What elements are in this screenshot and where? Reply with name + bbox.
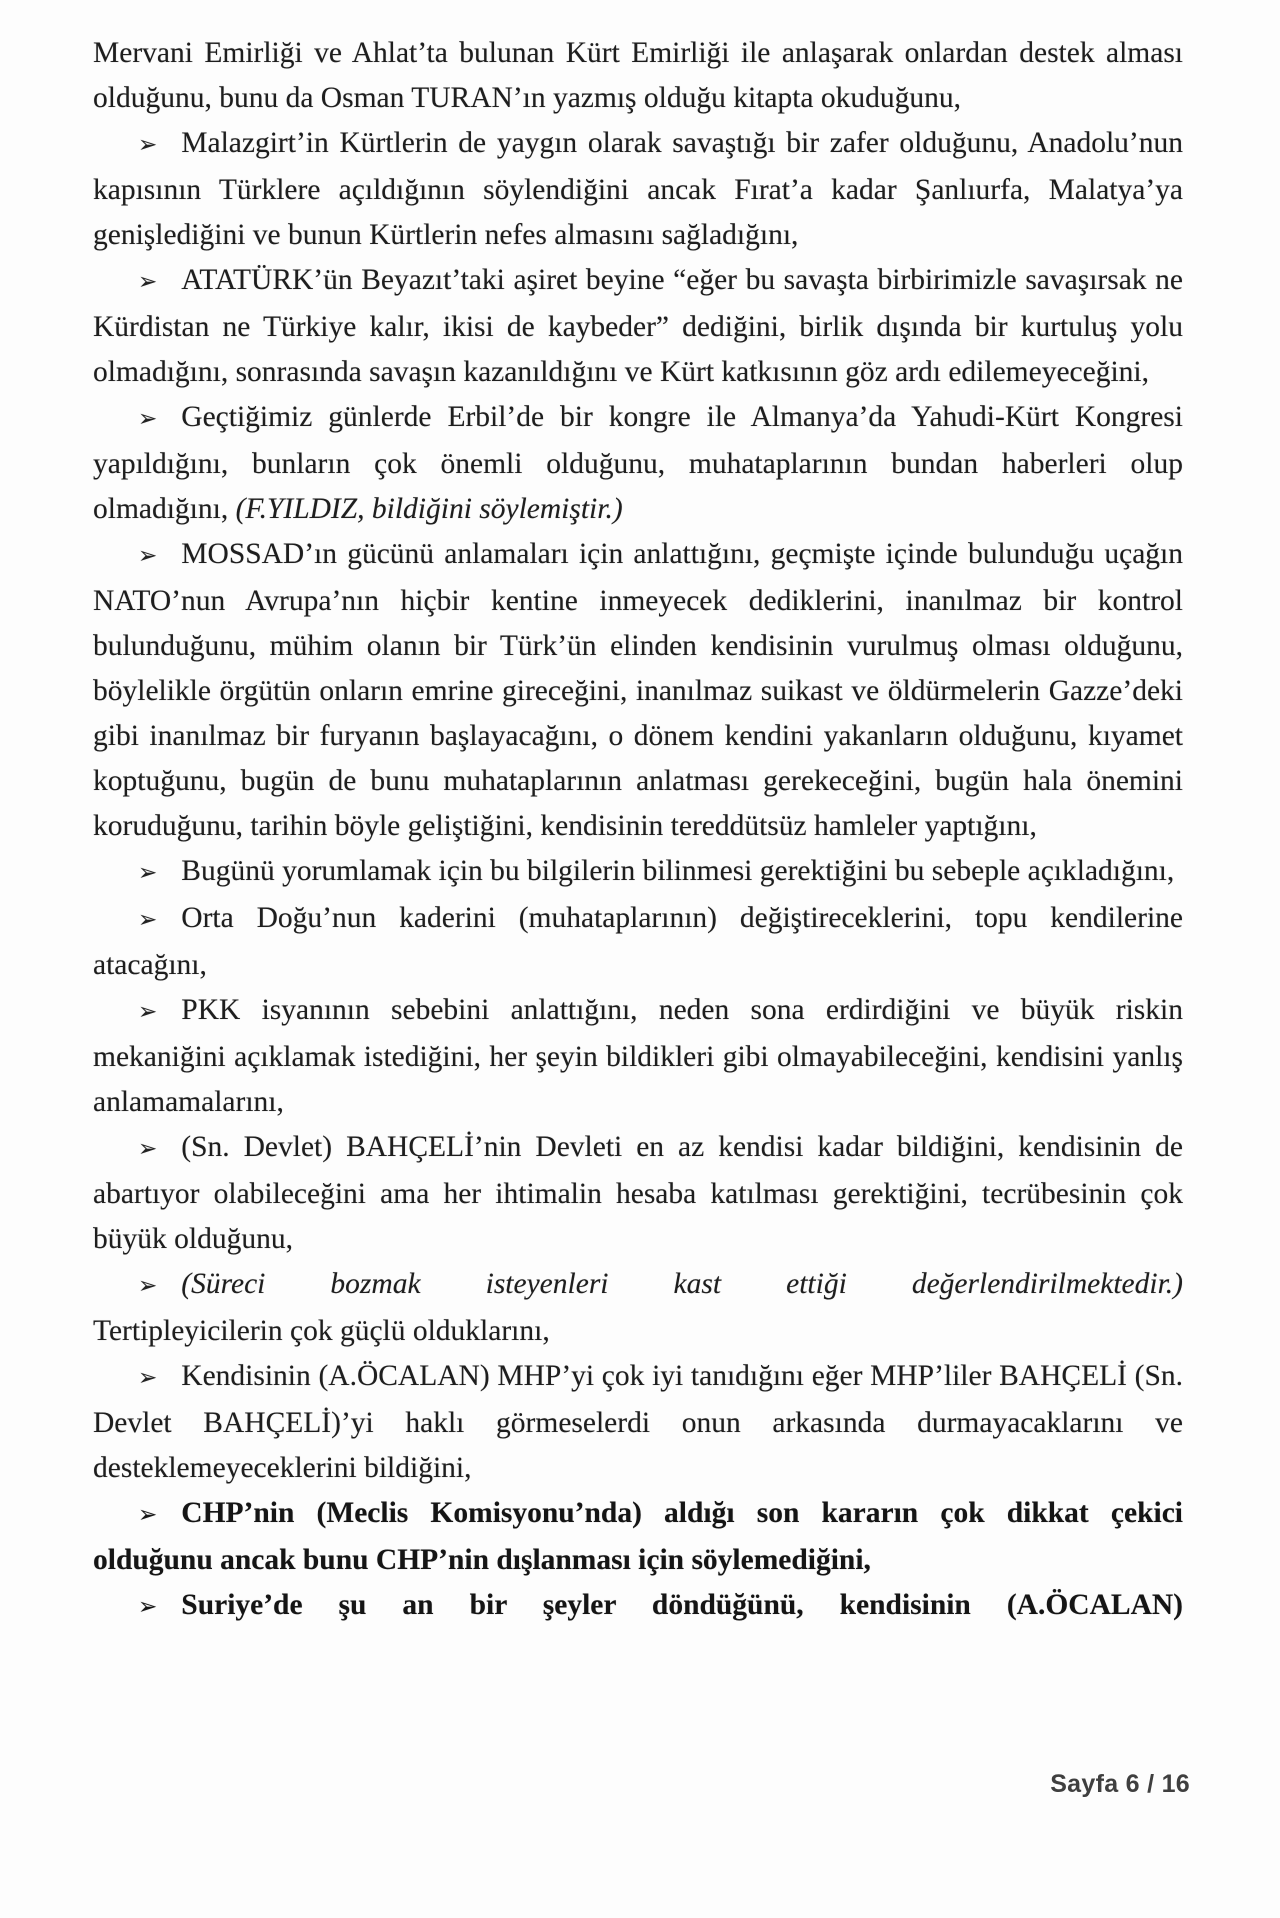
- bullet-arrow-icon: ➢: [138, 543, 158, 569]
- paragraph: [93, 1309, 1183, 1354]
- document-body: [93, 31, 1183, 1630]
- bullet-item: [93, 395, 1183, 532]
- bullet-arrow-icon: ➢: [138, 1136, 158, 1162]
- bullet-item: [93, 849, 1183, 896]
- bullet-item: [93, 532, 1183, 849]
- bullet-arrow-icon: ➢: [138, 269, 158, 295]
- paragraph-text: Malazgirt’in Kürtlerin de yaygın olarak savaştığı bir zafer olduğunu, Anadolu’nun kapısının Türklere açıldığının söylendiğini ancak Fırat’a kadar Şanlıurfa, Malatya’ya genişlediğini ve bunun Kürtlerin nefes almasını sağladığını,: [93, 127, 1183, 251]
- bullet-arrow-icon: ➢: [138, 1365, 158, 1391]
- paragraph-text: Orta Doğu’nun kaderini (muhataplarının) değiştireceklerini, topu kendilerine atacağını,: [93, 902, 1183, 981]
- paragraph-text: (Süreci bozmak isteyenleri kast ettiği değerlendirilmektedir.): [181, 1268, 1183, 1300]
- paragraph-text: ATATÜRK’ün Beyazıt’taki aşiret beyine “eğer bu savaşta birbirimizle savaşırsak ne Kürdistan ne Türkiye kalır, ikisi de kaybeder” dediğini, birlik dışında bir kurtuluş yolu olmadığını, sonrasında savaşın kazanıldığını ve Kürt katkısının göz ardı edilemeyeceğini,: [93, 264, 1183, 388]
- bullet-arrow-icon: ➢: [138, 999, 158, 1025]
- paragraph-text: PKK isyanının sebebini anlattığını, neden sona erdirdiğini ve büyük riskin mekaniğini açıklamak istediğini, her şeyin bildikleri gibi olmayabileceğini, kendisini yanlış anlamamalarını,: [93, 994, 1183, 1118]
- bullet-item: [93, 1354, 1183, 1491]
- bullet-arrow-icon: ➢: [138, 1502, 158, 1528]
- paragraph-text: MOSSAD’ın gücünü anlamaları için anlattığını, geçmişte içinde bulunduğu uçağın NATO’nun Avrupa’nın hiçbir kentine inmeyecek dediklerini, inanılmaz bir kontrol bulunduğunu, mühim olanın bir Türk’ün elinden kendisinin vurulmuş olması olduğunu, böylelikle örgütün onların emrine gireceğini, inanılmaz suikast ve öldürmelerin Gazze’deki gibi inanılmaz bir furyanın başlayacağını, o dönem kendini yakanların olduğunu, kıyamet koptuğunu, bugün de bunu muhataplarının anlatması gerekeceğini, bugün hala önemini koruduğunu, tarihin böyle geliştiğini, kendisinin tereddütsüz hamleler yaptığını,: [93, 538, 1183, 842]
- paragraph-text: CHP’nin (Meclis Komisyonu’nda) aldığı son kararın çok dikkat çekici olduğunu ancak bunu CHP’nin dışlanması için söylemediğini,: [93, 1497, 1183, 1576]
- paragraph-text: Bugünü yorumlamak için bu bilgilerin bilinmesi gerektiğini bu sebeple açıkladığını,: [181, 855, 1175, 887]
- bullet-item: [93, 896, 1183, 988]
- paragraph-text: Kendisinin (A.ÖCALAN) MHP’yi çok iyi tanıdığını eğer MHP’liler BAHÇELİ (Sn. Devlet BAHÇELİ)’yi haklı görmeselerdi onun arkasında durmayacaklarını ve desteklemeyeceklerini bildiğini,: [93, 1360, 1183, 1484]
- paragraph: [93, 31, 1183, 121]
- bullet-item: [93, 1125, 1183, 1262]
- bullet-arrow-icon: ➢: [138, 1594, 158, 1620]
- paragraph-text: Mervani Emirliği ve Ahlat’ta bulunan Kürt Emirliği ile anlaşarak onlardan destek alması olduğunu, bunu da Osman TURAN’ın yazmış olduğu kitapta okuduğunu,: [93, 37, 1183, 114]
- bullet-arrow-icon: ➢: [138, 907, 158, 933]
- bullet-item: [93, 1583, 1183, 1630]
- bullet-item: [93, 121, 1183, 258]
- paragraph-text: (Sn. Devlet) BAHÇELİ’nin Devleti en az kendisi kadar bildiğini, kendisinin de abartıyor olabileceğini ama her ihtimalin hesaba katılması gerektiğini, tecrübesinin çok büyük olduğunu,: [93, 1131, 1183, 1255]
- paragraph-text: Suriye’de şu an bir şeyler döndüğünü, kendisinin (A.ÖCALAN): [181, 1589, 1183, 1621]
- paragraph-text: (F.YILDIZ, bildiğini söylemiştir.): [235, 493, 623, 525]
- bullet-arrow-icon: ➢: [138, 860, 158, 886]
- bullet-item: [93, 1491, 1183, 1583]
- bullet-item: [93, 258, 1183, 395]
- bullet-arrow-icon: ➢: [138, 132, 158, 158]
- paragraph-text: Tertipleyicilerin çok güçlü olduklarını,: [93, 1315, 550, 1347]
- bullet-item: [93, 1262, 1183, 1309]
- bullet-arrow-icon: ➢: [138, 1273, 158, 1299]
- bullet-item: [93, 988, 1183, 1125]
- page-number-label: Sayfa 6 / 16: [1050, 1770, 1190, 1798]
- paragraph-text: Geçtiğimiz günlerde Erbil’de bir kongre ile Almanya’da Yahudi-Kürt Kongresi yapıldığını, bunların çok önemli olduğunu, muhataplarının bundan haberleri olup olmadığını,: [93, 401, 1183, 525]
- bullet-arrow-icon: ➢: [138, 406, 158, 432]
